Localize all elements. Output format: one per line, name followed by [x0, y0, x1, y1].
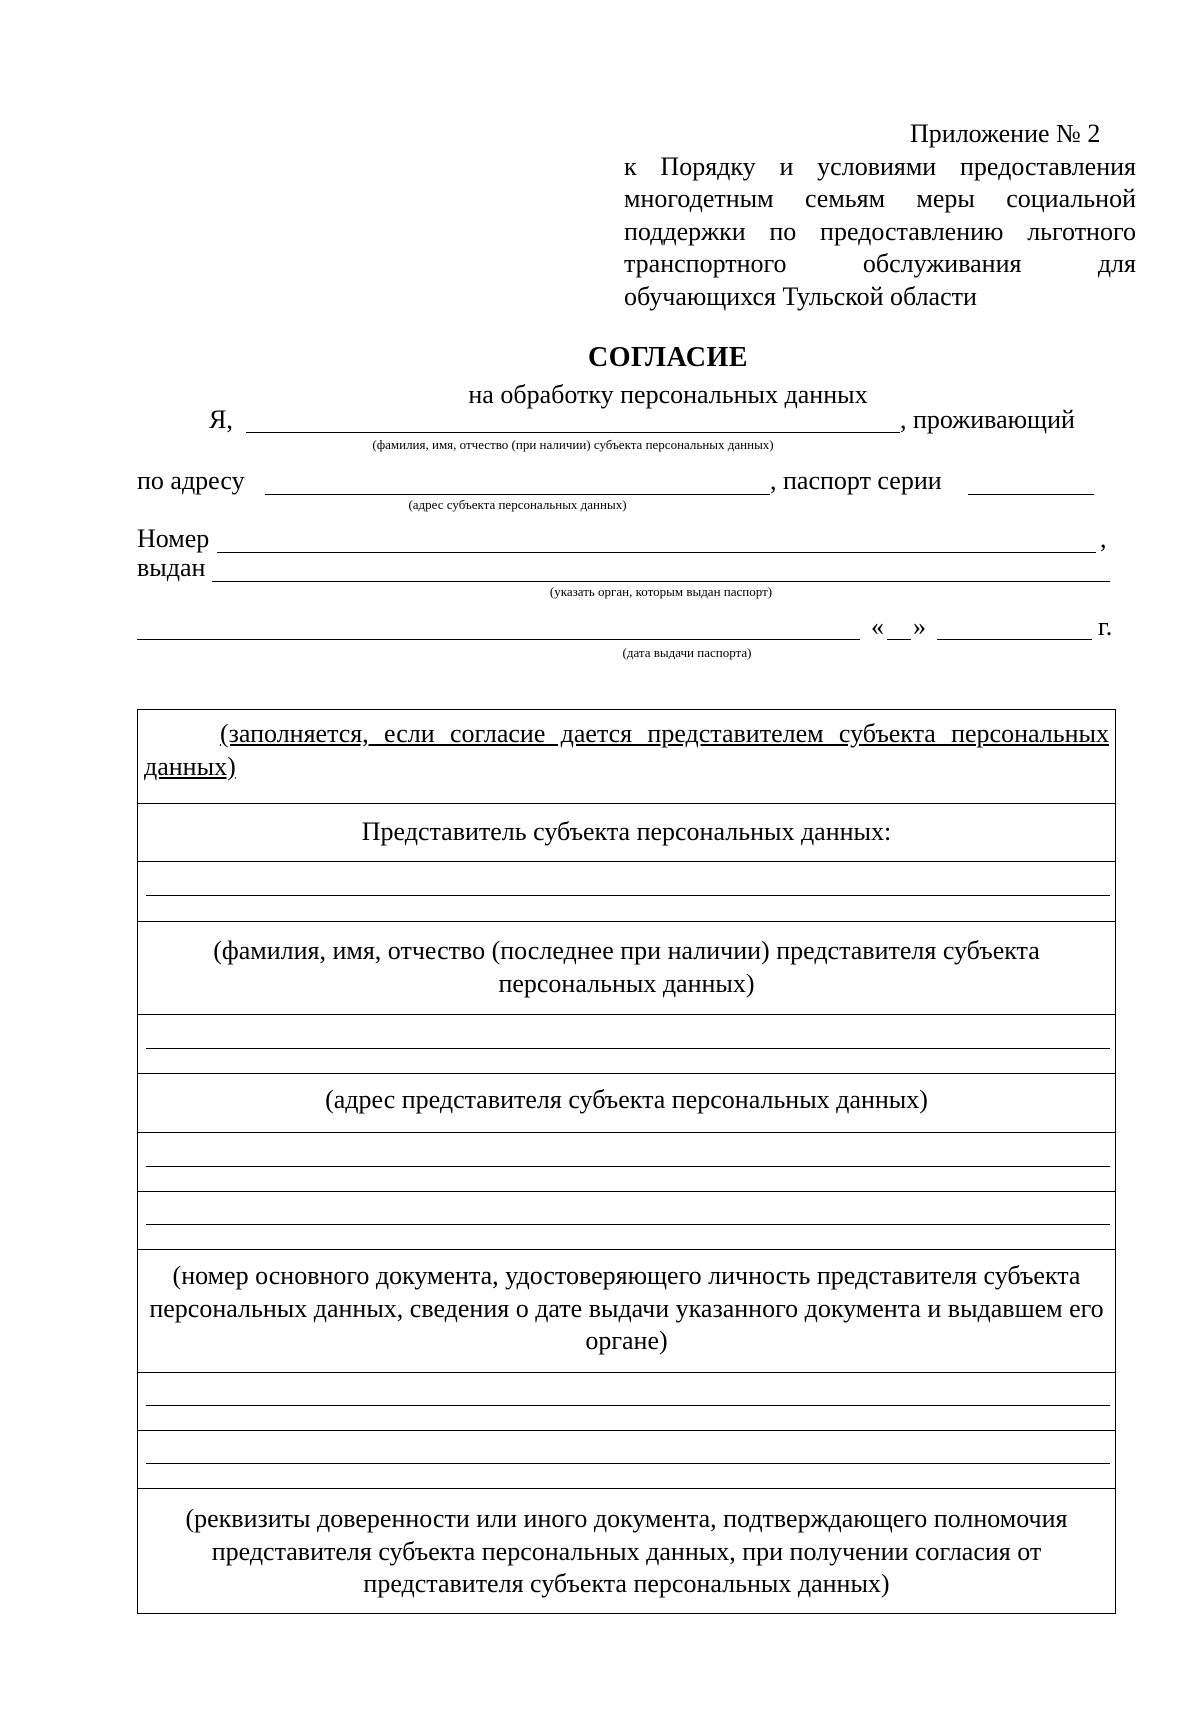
table-row-authority-input-2[interactable]	[138, 1431, 1115, 1489]
fio-caption: (фамилия, имя, отчество (при наличии) субъекта персональных данных)	[372, 437, 774, 452]
issuer-field[interactable]	[212, 581, 1110, 582]
rep-authority-caption: (реквизиты доверенности или иного документа, подтверждающего полномочия представителя субъекта персональных данных, при получении согласия от представителя субъекта персональных данных)	[185, 1504, 1068, 1598]
issue-day-field[interactable]	[887, 639, 911, 640]
rep-document-line-2[interactable]	[146, 1224, 1110, 1225]
table-row-note	[138, 710, 1115, 804]
rep-fio-caption: (фамилия, имя, отчество (последнее при наличии) представителя субъекта персональных данных)	[213, 936, 1040, 998]
representative-table	[137, 709, 1116, 1614]
appendix-line-1: к Порядку и условиями предоставления	[624, 151, 1136, 181]
passport-series-field[interactable]	[968, 494, 1094, 495]
address-caption: (адрес субъекта персональных данных)	[408, 497, 627, 512]
passport-number-field[interactable]	[217, 552, 1096, 553]
document-subtitle: на обработку персональных данных	[468, 380, 868, 409]
passport-series-label: , паспорт серии	[770, 466, 942, 495]
residing-label: , проживающий	[900, 405, 1075, 434]
address-label: по адресу	[137, 466, 245, 495]
ya-label: Я,	[209, 405, 233, 434]
table-row-authority-input-1[interactable]	[138, 1373, 1115, 1431]
quote-open: «	[871, 612, 884, 641]
issue-month-field[interactable]	[937, 639, 1092, 640]
rep-address-caption: (адрес представителя субъекта персональных данных)	[325, 1085, 928, 1114]
representative-heading: Представитель субъекта персональных данных:	[361, 817, 892, 846]
date-caption: (дата выдачи паспорта)	[622, 645, 752, 660]
rep-fio-line[interactable]	[146, 895, 1110, 896]
passport-number-label: Номер	[137, 524, 210, 553]
table-row-document-input-1[interactable]	[138, 1133, 1115, 1192]
issued-label: выдан	[137, 553, 206, 582]
number-comma: ,	[1100, 524, 1107, 553]
issuer-caption: (указать орган, которым выдан паспорт)	[549, 584, 773, 599]
appendix-line-4: транспортного обслуживания для	[624, 249, 1136, 278]
rep-authority-line-2[interactable]	[146, 1463, 1110, 1464]
address-field[interactable]	[265, 494, 770, 495]
appendix-header	[624, 118, 1136, 313]
issue-date-field[interactable]	[137, 639, 860, 640]
table-row-document-caption	[138, 1250, 1115, 1373]
table-row-fio-input[interactable]	[138, 862, 1115, 922]
rep-authority-line-1[interactable]	[146, 1405, 1110, 1406]
rep-address-line[interactable]	[146, 1048, 1110, 1049]
table-row-heading	[138, 804, 1115, 862]
table-row-address-input[interactable]	[138, 1015, 1115, 1074]
table-row-authority-caption	[138, 1489, 1115, 1613]
appendix-line-2: многодетным семьям меры социальной	[624, 184, 1136, 213]
appendix-number: Приложение № 2	[910, 119, 1101, 148]
appendix-line-3: поддержки по предоставлению льготного	[624, 216, 1136, 246]
fio-field[interactable]	[246, 432, 900, 433]
year-suffix: г.	[1098, 612, 1113, 641]
quote-close: »	[913, 612, 926, 641]
table-row-address-caption	[138, 1074, 1115, 1133]
representative-note: (заполняется, если согласие дается представителем субъекта персональных данных)	[144, 719, 1109, 781]
document-title: СОГЛАСИЕ	[588, 342, 748, 373]
table-row-fio-caption	[138, 922, 1115, 1015]
rep-document-line-1[interactable]	[146, 1166, 1110, 1167]
table-row-document-input-2[interactable]	[138, 1192, 1115, 1250]
appendix-line-5: обучающихся Тульской области	[624, 281, 977, 311]
rep-document-caption: (номер основного документа, удостоверяющего личность представителя субъекта персональных данных, сведения о дате выдачи указанного документа и выдавшем его органе)	[149, 1261, 1104, 1355]
